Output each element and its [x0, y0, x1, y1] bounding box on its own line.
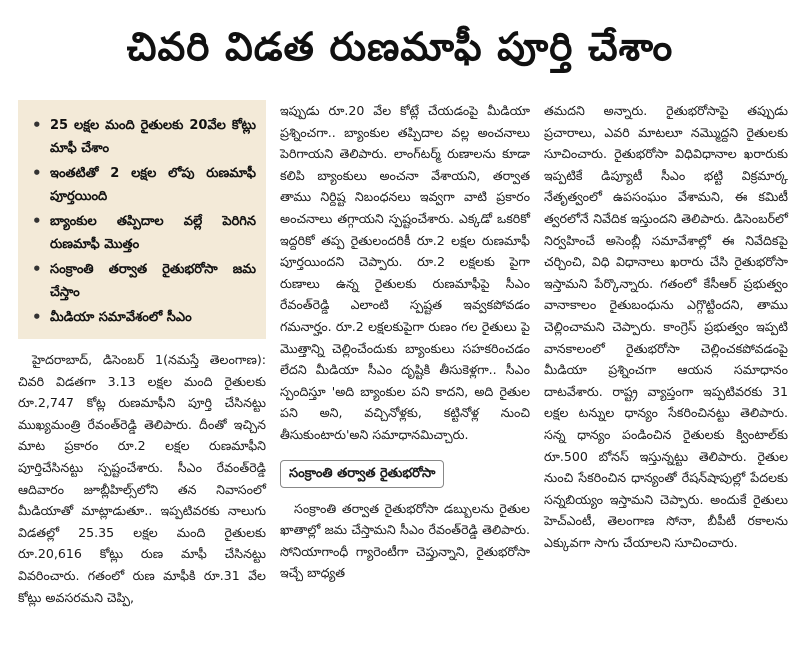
column-1 [18, 100, 266, 608]
column-2 [280, 100, 530, 584]
column-3 [544, 100, 788, 553]
bullet-icon: • [32, 260, 42, 278]
bullet-icon: • [32, 308, 42, 326]
headline: చివరి విడత రుణమాఫీ పూర్తి చేశాం [126, 24, 674, 70]
body-paragraph: ఇప్పుడు రూ.20 వేల కోట్లే చేయడంపై మీడియా ప్రశ్నించగా.. బ్యాంకుల తప్పిదాల వల్ల అంచనాలు పెరిగాయని తెలిపారు. లాంగ్‌టర్మ్ రుణాలను కూడా కలిపి బ్యాంకులు అంచనా వేశాయని, తర్వాత తాము నిర్దిష్ట నిబంధనలు ఇవ్వగా వాటి ప్రకారం అంచనాలు తగ్గాయని స్పష్టంచేశారు. ఎక్కడో ఒకరికో ఇద్దరికో తప్ప రైతులందరికీ రూ.2 లక్షల రుణమాఫీ పూర్తయిందని చెప్పారు. రూ.2 లక్షలకు పైగా రుణాలు ఉన్న రైతులకు రుణమాఫీపై సీఎం రేవంత్‌రెడ్డి ఎలాంటి స్పష్టత ఇవ్వకపోవడం గమనార్హం. రూ.2 లక్షలకుపైగా రుణం గల రైతులు పై మొత్తాన్ని చెల్లించేందుకు బ్యాంకులు సహకరించడం లేదని మీడియా సీఎం దృష్టికి తీసుకెళ్లగా.. సీఎం స్పందిస్తూ 'అది బ్యాంకుల పని కాదని, అది రైతుల పని అని, వచ్చినోళ్లకు, కట్టినోళ్ల నుంచి తీసుకుంటారు'అని సమాధానమిచ్చారు. [280, 103, 530, 442]
body-paragraph: హైదరాబాద్, డిసెంబర్ 1(నమస్తే తెలంగాణ): చివరి విడతగా 3.13 లక్షల మంది రైతులకు రూ.2,747 కోట్ల రుణమాఫీని పూర్తి చేసినట్టు ముఖ్యమంత్రి రేవంత్‌రెడ్డి తెలిపారు. దీంతో ఇచ్చిన మాట ప్రకారం రూ.2 లక్షల రుణమాఫీని పూర్తిచేసినట్టు స్పష్టంచేశారు. సీఎం రేవంత్‌రెడ్డి ఆదివారం జూబ్లీహిల్స్‌లోని తన నివాసంలో మీడియాతో మాట్లాడుతూ.. ఇప్పటివరకు నాలుగు విడతల్లో 25.35 లక్షల మంది రైతులకు రూ.20,616 కోట్లు రుణ మాఫీ చేసినట్టు వివరించారు. గతంలో రుణ మాఫీకి రూ.31 వేల కోట్లు అవసరమని చెప్పి, [18, 352, 266, 605]
subheading: సంక్రాంతి తర్వాత రైతుభరోసా [280, 460, 444, 488]
highlight-item: • సంక్రాంతి తర్వాత రైతుభరోసా జమ చేస్తాం [32, 260, 256, 300]
highlight-item: • మీడియా సమావేశంలో సీఎం [32, 306, 256, 329]
highlights-box [18, 100, 266, 339]
highlight-item: • బ్యాంకుల తప్పిదాల వల్లే పెరిగిన రుణమాఫీ మొత్తం [32, 212, 256, 252]
bullet-icon: • [32, 212, 42, 230]
bullet-icon: • [32, 164, 42, 182]
highlight-item: • ఇంతటితో 2 లక్షల లోపు రుణమాఫీ పూర్తయింది [32, 164, 256, 204]
body-paragraph: తమదని అన్నారు. రైతుభరోసాపై తప్పుడు ప్రచారాలు, ఎవరి మాటలూ నమ్మొద్దని రైతులకు సూచించారు. రైతుభరోసా విధివిధానాల ఖరారుకు ఇప్పటికే డిప్యూటీ సీఎం భట్టి విక్రమార్క నేతృత్వంలో ఉపసంఘం వేశామని, ఈ కమిటీ త్వరలోనే నివేదిక ఇస్తుందని తెలిపారు. డిసెంబర్‌లో నిర్వహించే అసెంబ్లీ సమావేశాల్లో ఈ నివేదికపై చర్చించి, విధి విధానాలు ఖరారు చేసి రైతుభరోసా ఇస్తామని పేర్కొన్నారు. గతంలో కేసీఆర్ ప్రభుత్వం వానాకాలం రైతుబంధును ఎగ్గొట్టిందని, తాము చెల్లించామని చెప్పారు. కాంగ్రెస్ ప్రభుత్వం ఇప్పటి వానకాలంలో రైతుభరోసా చెల్లించకపోవడంపై మీడియా ప్రశ్నించగా ఆయన సమాధానం దాటవేశారు. రాష్ట్ర వ్యాప్తంగా ఇప్పటివరకు 31 లక్షల టన్నుల ధాన్యం సేకరించినట్టు తెలిపారు. సన్న ధాన్యం పండించిన రైతులకు క్వింటాల్‌కు రూ.500 బోనస్ ఇస్తున్నట్టు తెలిపారు. రైతుల నుంచి సేకరించిన ధాన్యంతో రేషన్‌షాపుల్లో పేదలకు సన్నబియ్యం ఇస్తామని చెప్పారు. అందుకే రైతులు హెచ్‌ఎంటీ, తెలంగాణ సోనా, బీపీటీ రకాలను ఎక్కువగా సాగు చేయాలని సూచించారు. [544, 103, 788, 550]
highlight-item: • 25 లక్షల మంది రైతులకు 20వేల కోట్లు మాఫీ చేశాం [32, 116, 256, 156]
bullet-icon: • [32, 116, 42, 134]
body-paragraph: సంక్రాంతి తర్వాత రైతుభరోసా డబ్బులను రైతుల ఖాతాల్లో జమ చేస్తామని సీఎం రేవంత్‌రెడ్డి తెలిపారు. సోనియాగాంధీ గ్యారెంటీగా చెప్తున్నాని, రైతుభరోసా ఇచ్చే బాధ్యత [280, 500, 530, 581]
